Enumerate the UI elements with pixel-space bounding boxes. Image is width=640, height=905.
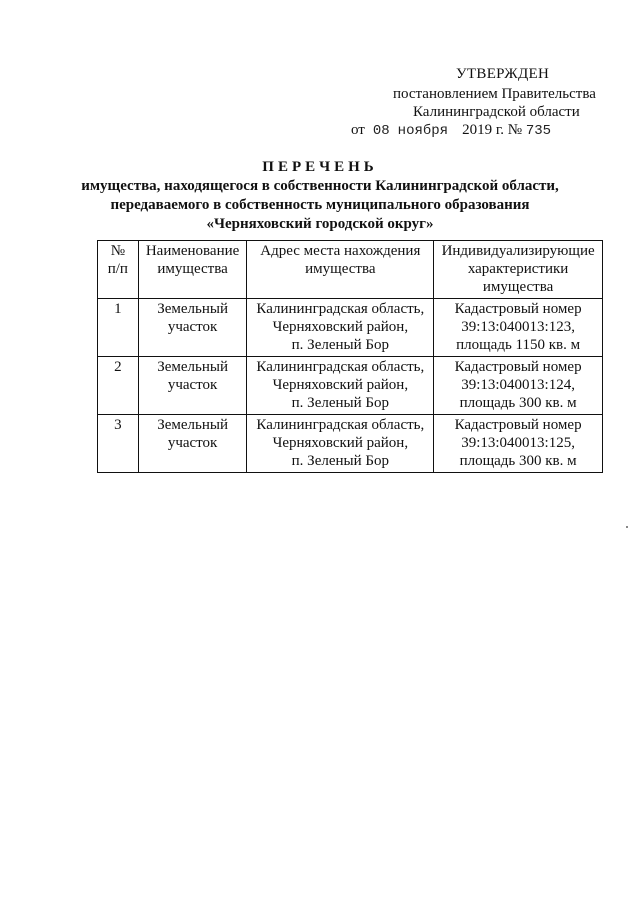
table-row [98, 299, 603, 357]
heading-line-3: «Черняховский городской округ» [206, 216, 434, 232]
cell-text: 2 [114, 359, 122, 375]
row-characteristics [434, 299, 603, 357]
cell-text: 1 [114, 301, 122, 317]
cell-text: Калининградская область, [256, 417, 425, 433]
row-address [247, 415, 434, 473]
approval-line-region: Калининградской области [413, 104, 580, 120]
header-text: имущества [157, 261, 228, 277]
cell-text: 3 [114, 417, 122, 433]
document-heading [80, 158, 560, 234]
row-number [98, 415, 139, 473]
cell-text: Черняховский район, [272, 435, 409, 451]
cell-text: Кадастровый номер [454, 359, 582, 375]
row-name [138, 415, 247, 473]
cell-text: п. Зеленый Бор [291, 453, 389, 469]
row-characteristics [434, 357, 603, 415]
cell-text: площадь 1150 кв. м [456, 337, 581, 353]
approval-date-line [351, 120, 551, 141]
header-text: п/п [107, 261, 128, 277]
cell-text: участок [167, 319, 218, 335]
table-header-row [98, 241, 603, 299]
approval-block [0, 64, 640, 144]
row-name [138, 357, 247, 415]
cell-text: Земельный [157, 359, 228, 375]
cell-text: площадь 300 кв. м [459, 395, 577, 411]
cell-text: Кадастровый номер [454, 301, 582, 317]
row-number [98, 357, 139, 415]
date-prefix: от [351, 122, 365, 138]
cell-text: Земельный [157, 417, 228, 433]
cell-text: Кадастровый номер [454, 417, 582, 433]
header-name [138, 241, 247, 299]
cell-text: Черняховский район, [272, 319, 409, 335]
cell-text: п. Зеленый Бор [291, 395, 389, 411]
row-name [138, 299, 247, 357]
row-address [247, 299, 434, 357]
document-number: 735 [525, 123, 552, 139]
heading-line-1: имущества, находящегося в собственности Калининградской области, [81, 178, 559, 194]
cell-text: площадь 300 кв. м [459, 453, 577, 469]
cell-text: 39:13:040013:123, [461, 319, 575, 335]
cell-text: Черняховский район, [272, 377, 409, 393]
header-text: характеристики [467, 261, 569, 277]
row-address [247, 357, 434, 415]
date-day: 08 [372, 123, 390, 139]
header-number [98, 241, 139, 299]
approval-title: УТВЕРЖДЕН [456, 66, 550, 82]
cell-text: 39:13:040013:125, [461, 435, 575, 451]
cell-text: Земельный [157, 301, 228, 317]
row-characteristics [434, 415, 603, 473]
scan-speck [626, 526, 628, 528]
heading-line-2: передаваемого в собственность муниципального образования [110, 197, 530, 213]
approval-line-resolution: постановлением Правительства [393, 86, 596, 102]
header-text: Наименование [145, 243, 240, 259]
header-text: имущества [482, 279, 554, 295]
header-address [247, 241, 434, 299]
cell-text: участок [167, 377, 218, 393]
cell-text: п. Зеленый Бор [291, 337, 389, 353]
property-table [97, 240, 603, 473]
row-number [98, 299, 139, 357]
header-characteristics [434, 241, 603, 299]
header-text: имущества [305, 261, 376, 277]
date-month: ноября [397, 123, 449, 139]
cell-text: Калининградская область, [256, 359, 425, 375]
header-text: № [110, 243, 125, 259]
cell-text: 39:13:040013:124, [461, 377, 575, 393]
cell-text: участок [167, 435, 218, 451]
table-row [98, 357, 603, 415]
cell-text: Калининградская область, [256, 301, 425, 317]
heading-title: ПЕРЕЧЕНЬ [262, 159, 378, 175]
header-text: Адрес места нахождения [260, 243, 421, 259]
header-text: Индивидуализирующие [441, 243, 595, 259]
table-row [98, 415, 603, 473]
date-year-number-label: 2019 г. № [462, 122, 523, 138]
